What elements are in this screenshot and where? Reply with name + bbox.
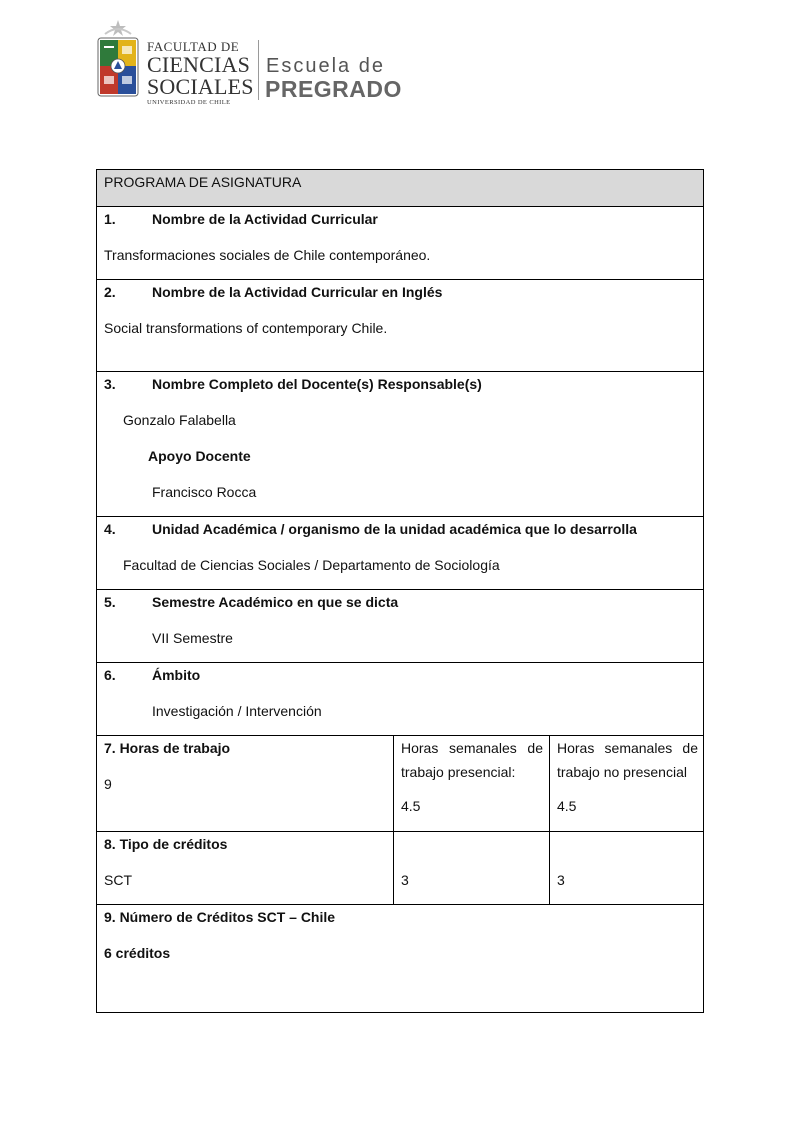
hours-no-presencial-value: 4.5	[557, 798, 577, 814]
credit-type-col3-cell	[549, 832, 703, 904]
faculty-line-2: CIENCIAS	[147, 52, 251, 77]
section-5-heading	[104, 594, 398, 610]
section-6	[97, 662, 703, 735]
faculty-name	[147, 40, 254, 107]
credit-type-col3-value: 3	[557, 872, 565, 888]
hours-presencial-label-1: Horas semanales de	[401, 740, 543, 756]
section-4	[97, 516, 703, 589]
hours-presencial-cell	[393, 736, 549, 831]
section-2-number: 2.	[104, 284, 116, 300]
section-1-heading	[104, 211, 378, 227]
section-1-number: 1.	[104, 211, 116, 227]
section-3-body: Gonzalo Falabella	[123, 412, 236, 428]
hours-presencial-value: 4.5	[401, 798, 421, 814]
section-6-body: Investigación / Intervención	[152, 703, 322, 719]
section-6-number: 6.	[104, 667, 116, 683]
logo-divider	[258, 40, 259, 100]
program-table	[96, 169, 704, 1013]
section-6-title: Ámbito	[152, 667, 201, 683]
university-crest-icon	[95, 18, 141, 102]
section-4-heading	[104, 521, 637, 537]
hours-presencial-label-2: trabajo presencial:	[401, 764, 516, 780]
section-3-number: 3.	[104, 376, 116, 392]
credit-type-col2-cell	[393, 832, 549, 904]
faculty-line-1: FACULTAD DE	[147, 39, 240, 54]
section-3-sub-body: Francisco Rocca	[152, 484, 257, 500]
faculty-line-3: SOCIALES	[147, 74, 254, 99]
section-4-body: Facultad de Ciencias Sociales / Departamento de Sociología	[123, 557, 500, 573]
section-4-title: Unidad Académica / organismo de la unidad académica que lo desarrolla	[152, 521, 637, 537]
program-title: PROGRAMA DE ASIGNATURA	[104, 174, 302, 190]
school-line-2: PREGRADO	[265, 76, 402, 102]
faculty-line-4: UNIVERSIDAD DE CHILE	[147, 99, 231, 106]
hours-no-presencial-cell	[549, 736, 703, 831]
section-5-title: Semestre Académico en que se dicta	[152, 594, 399, 610]
section-2-heading	[104, 284, 442, 300]
section-1-title: Nombre de la Actividad Curricular	[152, 211, 378, 227]
section-3-heading	[104, 376, 482, 392]
section-5-number: 5.	[104, 594, 116, 610]
section-3	[97, 371, 703, 516]
section-2-body: Social transformations of contemporary Chile.	[104, 320, 388, 336]
section-4-number: 4.	[104, 521, 116, 537]
credit-count-value: 6 créditos	[104, 945, 171, 961]
section-3-sub-heading: Apoyo Docente	[148, 448, 251, 464]
hours-heading: 7. Horas de trabajo	[104, 740, 231, 756]
credit-type-heading: 8. Tipo de créditos	[104, 836, 228, 852]
section-8-credit-type	[97, 831, 703, 904]
section-2-title: Nombre de la Actividad Curricular en Inglés	[152, 284, 443, 300]
hours-total: 9	[104, 776, 112, 792]
section-7-hours	[97, 735, 703, 831]
credit-count-heading: 9. Número de Créditos SCT – Chile	[104, 909, 336, 925]
section-3-title: Nombre Completo del Docente(s) Responsable(s)	[152, 376, 482, 392]
credit-type-cell	[97, 832, 393, 904]
section-5	[97, 589, 703, 662]
section-2	[97, 279, 703, 371]
faculty-logo	[95, 18, 415, 104]
section-1	[97, 206, 703, 279]
credit-type-value: SCT	[104, 872, 132, 888]
section-1-body: Transformaciones sociales de Chile contemporáneo.	[104, 247, 431, 263]
school-line-1: Escuela de	[266, 55, 385, 77]
program-title-row	[97, 170, 703, 206]
section-9-credit-count	[97, 904, 703, 1012]
credit-type-col2-value: 3	[401, 872, 409, 888]
hours-total-cell	[97, 736, 393, 831]
hours-no-presencial-label-1: Horas semanales de	[557, 740, 698, 756]
hours-no-presencial-label-2: trabajo no presencial	[557, 764, 687, 780]
section-5-body: VII Semestre	[152, 630, 233, 646]
section-6-heading	[104, 667, 200, 683]
